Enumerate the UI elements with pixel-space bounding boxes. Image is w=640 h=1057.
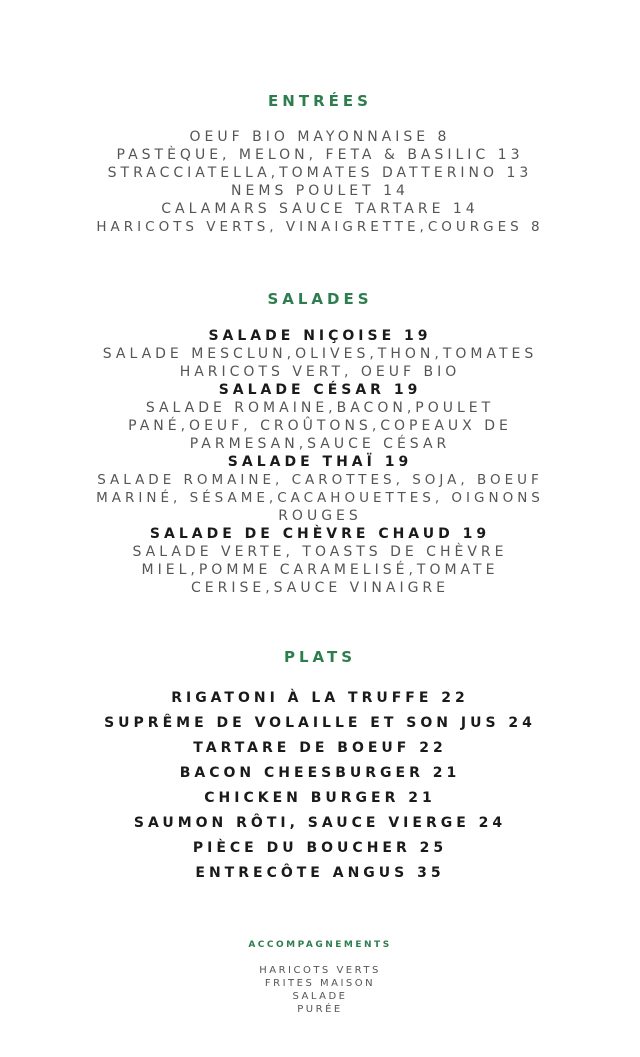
- entree-item: STRACCIATELLA,TOMATES DATTERINO 13: [107, 165, 533, 181]
- entree-item: NEMS POULET 14: [231, 183, 409, 199]
- salade-description: SALADE VERTE, TOASTS DE CHÈVRE: [132, 544, 508, 560]
- accompagnement-item: FRITES MAISON: [264, 978, 376, 989]
- salade-description: PANÉ,OEUF, CROÛTONS,COPEAUX DE: [128, 418, 512, 434]
- salades-heading: SALADES: [267, 290, 373, 308]
- accompagnement-item: SALADE: [292, 991, 348, 1002]
- entrees-heading: ENTRÉES: [268, 92, 372, 110]
- accompagnements-heading: ACCOMPAGNEMENTS: [248, 940, 392, 950]
- salade-description: ROUGES: [278, 508, 362, 524]
- salade-title: SALADE CÉSAR 19: [218, 382, 422, 398]
- plat-item: PIÈCE DU BOUCHER 25: [192, 840, 448, 856]
- plats-heading: PLATS: [283, 648, 357, 666]
- salade-description: SALADE MESCLUN,OLIVES,THON,TOMATES: [102, 346, 538, 362]
- salade-description: MARINÉ, SÉSAME,CACAHOUETTES, OIGNONS: [96, 490, 544, 506]
- salade-title: SALADE NIÇOISE 19: [208, 328, 432, 344]
- plat-item: SUPRÊME DE VOLAILLE ET SON JUS 24: [104, 715, 536, 731]
- salade-description: CERISE,SAUCE VINAIGRE: [190, 580, 449, 596]
- plat-item: SAUMON RÔTI, SAUCE VIERGE 24: [133, 815, 507, 831]
- salade-description: SALADE ROMAINE,BACON,POULET: [145, 400, 495, 416]
- plat-item: TARTARE DE BOEUF 22: [193, 740, 447, 756]
- plats-list: [0, 686, 640, 886]
- salade-title: SALADE DE CHÈVRE CHAUD 19: [149, 526, 491, 542]
- plat-item: RIGATONI À LA TRUFFE 22: [171, 690, 469, 706]
- accompagnement-item: HARICOTS VERTS: [259, 965, 381, 976]
- accompagnement-item: PURÉE: [297, 1004, 343, 1015]
- salade-description: SALADE ROMAINE, CAROTTES, SOJA, BOEUF: [97, 472, 543, 488]
- entree-item: HARICOTS VERTS, VINAIGRETTE,COURGES 8: [96, 219, 544, 235]
- salades-list: [0, 327, 640, 597]
- accompagnements-list: [0, 964, 640, 1016]
- plat-item: ENTRECÔTE ANGUS 35: [195, 865, 445, 881]
- entree-item: OEUF BIO MAYONNAISE 8: [189, 129, 451, 145]
- plat-item: CHICKEN BURGER 21: [204, 790, 436, 806]
- salade-description: MIEL,POMME CARAMELISÉ,TOMATE: [141, 562, 499, 578]
- entree-item: CALAMARS SAUCE TARTARE 14: [161, 201, 479, 217]
- salade-title: SALADE THAÏ 19: [227, 454, 413, 470]
- salade-description: PARMESAN,SAUCE CÉSAR: [189, 436, 451, 452]
- entree-item: PASTÈQUE, MELON, FETA & BASILIC 13: [116, 147, 524, 163]
- salade-description: HARICOTS VERT, OEUF BIO: [179, 364, 461, 380]
- entrees-list: [0, 128, 640, 236]
- plat-item: BACON CHEESBURGER 21: [179, 765, 461, 781]
